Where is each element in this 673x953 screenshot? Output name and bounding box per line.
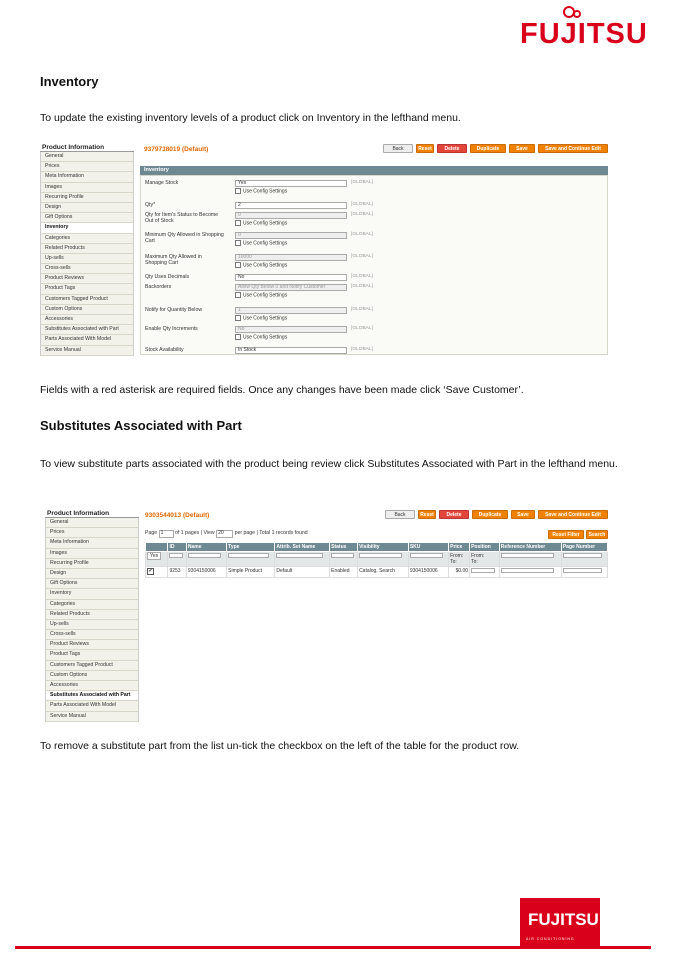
sidebar-item[interactable]: Custom Options xyxy=(45,671,139,681)
sidebar-item[interactable]: Related Products xyxy=(40,244,134,254)
sidebar-item[interactable]: Design xyxy=(45,569,139,579)
checkbox-label: Use Config Settings xyxy=(243,315,288,322)
position-to-label: To: xyxy=(471,559,478,565)
inventory-text: To update the existing inventory levels of a product click on Inventory in the lefthand menu. xyxy=(40,112,461,124)
product-info-sidebar-2 xyxy=(45,508,139,722)
search-button[interactable]: Search xyxy=(586,530,608,539)
save-button-2[interactable]: Save xyxy=(511,510,535,519)
sidebar-item[interactable]: Substitutes Associated with Part xyxy=(40,325,134,335)
per-page-select[interactable]: 20 xyxy=(216,530,233,538)
field-input[interactable]: 1 xyxy=(235,307,347,314)
filter-reference[interactable] xyxy=(501,553,554,558)
checkbox-label: Use Config Settings xyxy=(243,292,288,299)
sidebar-item[interactable]: Related Products xyxy=(45,610,139,620)
column-header[interactable]: Position xyxy=(470,543,500,552)
row-page-input[interactable] xyxy=(563,568,602,573)
checkbox-icon[interactable] xyxy=(235,220,241,226)
sidebar-item[interactable]: Inventory xyxy=(45,589,139,599)
column-header[interactable] xyxy=(146,543,168,552)
checkbox-icon[interactable] xyxy=(235,262,241,268)
grid-header-row xyxy=(146,543,608,552)
sidebar-item[interactable]: Product Reviews xyxy=(45,640,139,650)
sidebar-item[interactable]: Product Tags xyxy=(45,650,139,660)
sidebar-item[interactable]: Recurring Profile xyxy=(40,193,134,203)
sidebar-item[interactable]: General xyxy=(40,152,134,162)
field-scope: [GLOBAL] xyxy=(351,307,373,312)
sidebar-item[interactable]: Customers Tagged Product xyxy=(40,295,134,305)
filter-attrib[interactable] xyxy=(276,553,323,558)
row-price: $0.00 xyxy=(449,567,470,578)
substitutes-grid xyxy=(145,542,608,578)
use-config-checkbox[interactable] xyxy=(235,334,287,340)
checkbox-icon[interactable] xyxy=(235,292,241,298)
product-title-2: 9303544013 (Default) xyxy=(145,512,210,519)
sidebar-item[interactable]: Recurring Profile xyxy=(45,559,139,569)
field-label: Qty for Item's Status to Become Out of Stock xyxy=(145,212,219,224)
sidebar-item[interactable]: Meta Information xyxy=(45,538,139,548)
filter-visibility[interactable] xyxy=(359,553,402,558)
delete-button[interactable]: Delete xyxy=(437,144,467,153)
sidebar-item[interactable]: Accessories xyxy=(40,315,134,325)
field-scope: [GLOBAL] xyxy=(351,232,373,237)
use-config-checkbox[interactable] xyxy=(235,188,287,194)
field-label: Enable Qty Increments xyxy=(145,326,198,332)
use-config-checkbox[interactable] xyxy=(235,315,287,321)
row-reference-input[interactable] xyxy=(501,568,554,573)
inventory-screenshot xyxy=(40,142,608,360)
position-from-label: From: xyxy=(471,553,485,559)
reset-button-2[interactable]: Reset xyxy=(418,510,436,519)
column-header[interactable]: Attrib. Set Name xyxy=(275,543,330,552)
sidebar-item[interactable]: Accessories xyxy=(45,681,139,691)
reset-button[interactable]: Reset xyxy=(416,144,434,153)
field-scope: [GLOBAL] xyxy=(351,274,373,279)
product-info-sidebar xyxy=(40,142,134,356)
logo-text: FUJITSU xyxy=(520,18,648,50)
substitutes-screenshot xyxy=(45,508,608,736)
checkbox-icon[interactable] xyxy=(235,334,241,340)
field-scope: [GLOBAL] xyxy=(351,347,373,352)
field-input[interactable]: Allow Qty Below 0 and Notify Customer xyxy=(235,284,347,291)
field-scope: [GLOBAL] xyxy=(351,326,373,331)
field-label: Maximum Qty Allowed in Shopping Cart xyxy=(145,254,202,266)
price-from-label: From: xyxy=(450,553,464,559)
footer-line xyxy=(15,946,651,949)
row-attrib: Default xyxy=(275,567,330,578)
sidebar-item[interactable]: Up-sells xyxy=(45,620,139,630)
sidebar-item[interactable]: Service Manual xyxy=(45,712,139,722)
sidebar-item[interactable]: Parts Associated With Model xyxy=(45,701,139,711)
sidebar-item[interactable]: Cross-sells xyxy=(40,264,134,274)
field-input[interactable]: No xyxy=(235,326,347,333)
field-scope: [GLOBAL] xyxy=(351,254,373,259)
sidebar-item[interactable]: Product Reviews xyxy=(40,274,134,284)
field-label: Minimum Qty Allowed in Shopping Cart xyxy=(145,232,224,244)
row-status: Enabled xyxy=(330,567,358,578)
sidebar-title-2: Product Information xyxy=(45,508,139,518)
required-fields-text: Fields with a red asterisk are required fields. Once any changes have been made click ‘Save Customer’. xyxy=(40,384,524,396)
field-label: Manage Stock xyxy=(145,180,179,186)
column-header[interactable]: Type xyxy=(227,543,275,552)
of-pages: of 1 pages xyxy=(175,530,200,536)
sidebar-item[interactable]: Product Tags xyxy=(40,284,134,294)
column-header[interactable]: ID xyxy=(168,543,186,552)
row-visibility: Catalog, Search xyxy=(358,567,409,578)
filter-name[interactable] xyxy=(188,553,222,558)
sidebar-item[interactable]: General xyxy=(45,518,139,528)
logo-sun-icon-small xyxy=(573,10,581,18)
filter-id[interactable] xyxy=(169,553,183,558)
row-sku: 9304150006 xyxy=(408,567,448,578)
filter-sku[interactable] xyxy=(410,553,444,558)
inventory-panel-header: Inventory xyxy=(140,166,608,175)
use-config-checkbox[interactable] xyxy=(235,292,287,298)
row-name: 9304150006 xyxy=(186,567,226,578)
sidebar-item[interactable]: Gift Options xyxy=(45,579,139,589)
row-checkbox[interactable]: ✔ xyxy=(148,568,153,574)
filter-type[interactable] xyxy=(228,553,269,558)
delete-button-2[interactable]: Delete xyxy=(439,510,469,519)
inventory-panel xyxy=(140,175,608,355)
field-scope: [GLOBAL] xyxy=(351,284,373,289)
field-input[interactable]: 10000 xyxy=(235,254,347,261)
pager: Page 1 of 1 pages | View 20 per page | Total 1 records found xyxy=(145,530,308,536)
sidebar-item[interactable]: Up-sells xyxy=(40,254,134,264)
checkbox-icon[interactable] xyxy=(235,188,241,194)
field-input[interactable]: 2 xyxy=(235,202,347,209)
sidebar-item[interactable]: Meta Information xyxy=(40,172,134,182)
records-found: Total 1 records found xyxy=(259,530,308,536)
duplicate-button-2[interactable]: Duplicate xyxy=(472,510,508,519)
row-position-input[interactable] xyxy=(471,568,495,573)
product-title: 9379738019 (Default) xyxy=(144,146,209,153)
sidebar-item[interactable]: Categories xyxy=(45,600,139,610)
use-config-checkbox[interactable] xyxy=(235,240,287,246)
save-continue-button-2[interactable]: Save and Continue Edit xyxy=(538,510,608,519)
use-config-checkbox[interactable] xyxy=(235,220,287,226)
sidebar-item[interactable]: Design xyxy=(40,203,134,213)
sidebar-item[interactable]: Customers Tagged Product xyxy=(45,661,139,671)
fujitsu-logo xyxy=(520,4,648,50)
field-label: Notify for Quantity Below xyxy=(145,307,203,313)
page-label: Page xyxy=(145,530,158,536)
field-label: Qty Uses Decimals xyxy=(145,274,190,280)
filter-page[interactable] xyxy=(563,553,602,558)
field-input[interactable]: Yes xyxy=(235,180,347,187)
field-input[interactable]: No xyxy=(235,274,347,281)
field-input[interactable]: 0 xyxy=(235,212,347,219)
field-input[interactable]: In Stock xyxy=(235,347,347,354)
column-header[interactable]: Price xyxy=(449,543,470,552)
filter-status[interactable] xyxy=(331,553,353,558)
column-header[interactable]: Status xyxy=(330,543,358,552)
sidebar-item[interactable]: Categories xyxy=(40,234,134,244)
column-header[interactable]: Name xyxy=(186,543,226,552)
price-to-label: To: xyxy=(450,559,457,565)
substitutes-heading: Substitutes Associated with Part xyxy=(40,418,242,433)
row-type: Simple Product xyxy=(227,567,275,578)
sidebar-title: Product Information xyxy=(40,142,134,152)
field-label: Qty* xyxy=(145,202,156,208)
back-button-2[interactable]: Back xyxy=(385,510,415,519)
checkbox-icon[interactable] xyxy=(235,240,241,246)
sidebar-item[interactable]: Custom Options xyxy=(40,305,134,315)
field-scope: [GLOBAL] xyxy=(351,180,373,185)
sidebar-item[interactable]: Cross-sells xyxy=(45,630,139,640)
column-header[interactable]: Visibility xyxy=(358,543,409,552)
column-header[interactable]: Page Number xyxy=(561,543,607,552)
field-scope: [GLOBAL] xyxy=(351,212,373,217)
reset-filter-button[interactable]: Reset Filter xyxy=(548,530,584,539)
sidebar-item[interactable]: Substitutes Associated with Part xyxy=(45,691,139,701)
save-button[interactable]: Save xyxy=(509,144,535,153)
save-continue-button[interactable]: Save and Continue Edit xyxy=(538,144,608,153)
table-row xyxy=(146,567,608,578)
back-button[interactable]: Back xyxy=(383,144,413,153)
sidebar-item[interactable]: Prices xyxy=(40,162,134,172)
row-id: 9253 xyxy=(168,567,186,578)
page-input[interactable]: 1 xyxy=(159,530,174,538)
field-label: Stock Availability xyxy=(145,347,184,353)
checkbox-label: Use Config Settings xyxy=(243,240,288,247)
column-header[interactable]: Reference Number xyxy=(499,543,561,552)
grid-filter-row xyxy=(146,552,608,567)
sidebar-item[interactable]: Gift Options xyxy=(40,213,134,223)
sidebar-item[interactable]: Prices xyxy=(45,528,139,538)
field-label: Backorders xyxy=(145,284,172,290)
sidebar-item[interactable]: Service Manual xyxy=(40,346,134,356)
duplicate-button[interactable]: Duplicate xyxy=(470,144,506,153)
use-config-checkbox[interactable] xyxy=(235,262,287,268)
substitutes-text: To view substitute parts associated with the product being review click Substitutes Associated with Part in the lefthand menu. xyxy=(40,458,618,470)
field-scope: [GLOBAL] xyxy=(351,202,373,207)
column-header[interactable]: SKU xyxy=(408,543,448,552)
remove-text: To remove a substitute part from the list un-tick the checkbox on the left of the table for the product row. xyxy=(40,740,520,752)
sidebar-item[interactable]: Parts Associated With Model xyxy=(40,335,134,345)
sidebar-item[interactable]: Images xyxy=(40,183,134,193)
checkbox-label: Use Config Settings xyxy=(243,262,288,269)
sidebar-item[interactable]: Inventory xyxy=(40,223,134,233)
checkbox-label: Use Config Settings xyxy=(243,220,288,227)
inventory-heading: Inventory xyxy=(40,74,99,89)
field-input[interactable]: 0 xyxy=(235,232,347,239)
filter-yes-select[interactable]: Yes xyxy=(147,552,161,560)
checkbox-label: Use Config Settings xyxy=(243,334,288,341)
sidebar-item[interactable]: Images xyxy=(45,549,139,559)
footer-logo-text: FUJITSU xyxy=(528,910,599,929)
view-label: View xyxy=(203,530,215,536)
per-page-label: per page xyxy=(234,530,256,536)
checkbox-icon[interactable] xyxy=(235,315,241,321)
checkbox-label: Use Config Settings xyxy=(243,188,288,195)
footer-logo-sub: AIR CONDITIONING xyxy=(526,937,575,941)
fujitsu-footer-logo xyxy=(520,898,600,946)
